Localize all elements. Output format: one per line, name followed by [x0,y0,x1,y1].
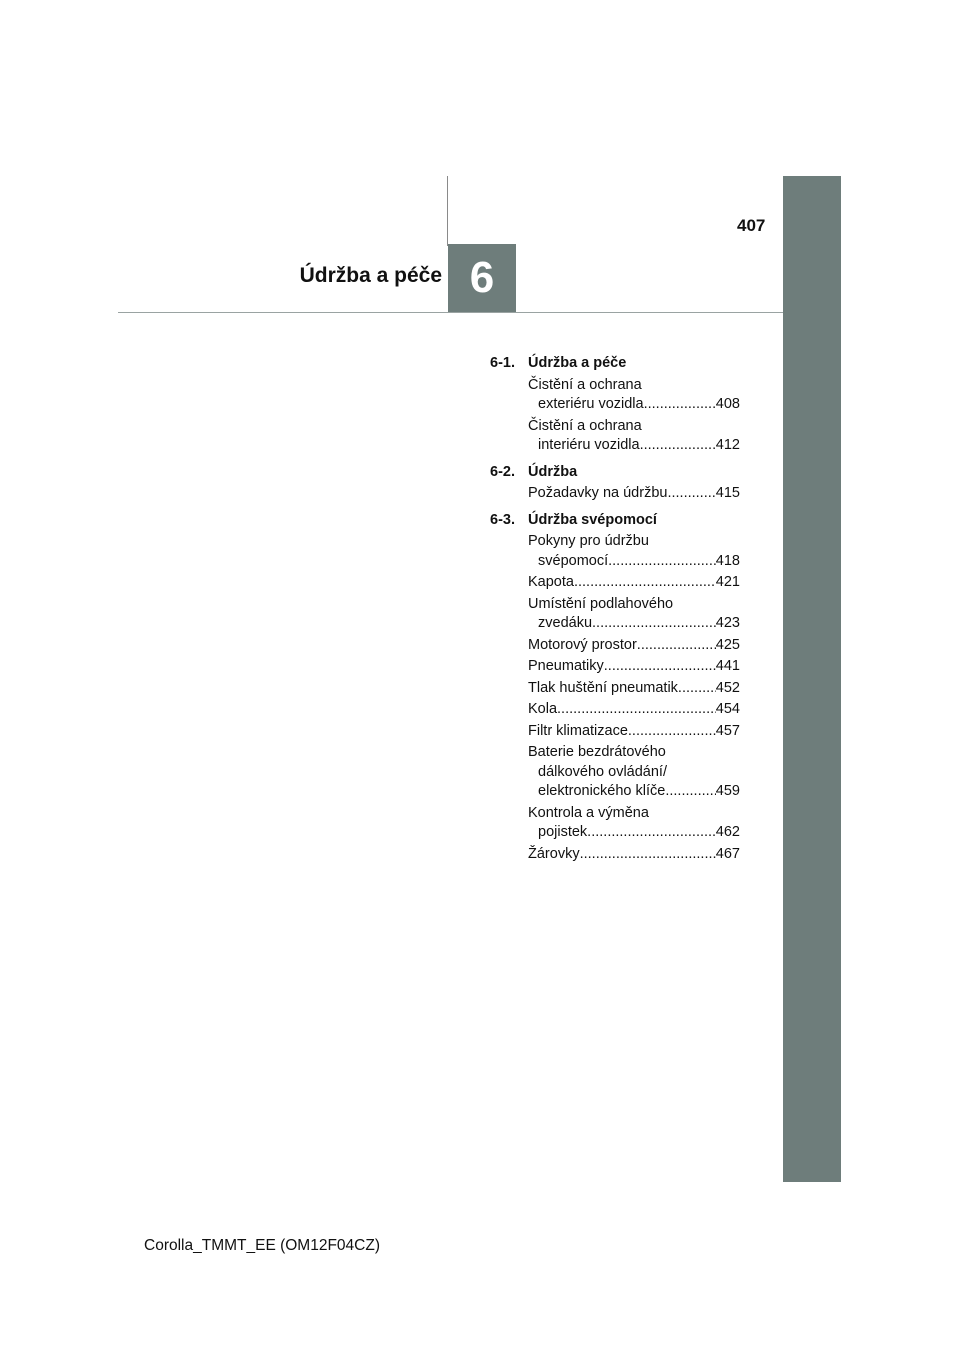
toc-entry-title: pojistek [538,824,588,840]
toc-entry[interactable] [528,743,740,802]
toc-entry-page: 418 [715,552,740,569]
toc-leader-dots [640,436,716,456]
toc-leader-dots [592,614,716,634]
toc-entry-title: Tlak huštění pneumatik [528,679,678,696]
toc-leader-dots [667,484,715,504]
toc-section-number: 6-3. [490,511,515,528]
toc-entry-title: dálkového ovládání/ [538,763,667,780]
table-of-contents [490,354,740,864]
toc-leader-dots [678,679,716,699]
toc-entry-page: 423 [715,615,740,631]
toc-section-heading [490,354,740,374]
toc-entry-page: 459 [715,783,740,799]
chapter-title: Údržba a péče [299,264,442,287]
toc-leader-dots [665,782,715,802]
toc-entry-page: 415 [715,485,740,501]
header-vertical-rule [447,176,448,246]
toc-entry-title: Kola [528,701,558,717]
toc-entry-page: 421 [715,574,740,590]
toc-entry-title: Čistění a ochrana [528,376,642,393]
page-number: 407 [737,216,766,235]
toc-section-heading [490,511,740,531]
toc-entry-page: 408 [715,396,740,412]
toc-entry-title: Kontrola a výměna [528,804,649,821]
toc-entry-title: Čistění a ochrana [528,417,642,434]
toc-entry-title: Umístění podlahového [528,595,674,612]
toc-entry-page: 452 [715,679,740,696]
toc-entry-title: Pokyny pro údržbu [528,533,649,549]
toc-leader-dots [608,552,716,572]
toc-entry-page: 441 [715,658,740,674]
toc-entry-title: Baterie bezdrátového [528,744,666,760]
toc-entry[interactable] [528,417,740,456]
toc-entry-title: exteriéru vozidla [538,396,644,412]
toc-entry-title: Pneumatiky [528,658,604,674]
toc-leader-dots [557,700,716,720]
toc-entry-title: Požadavky na údržbu [528,485,668,501]
toc-section-title: Údržba svépomocí [528,511,657,528]
toc-entry-title: svépomocí [538,552,609,569]
toc-leader-dots [580,845,716,865]
chapter-side-tab [783,176,841,1182]
toc-section-title: Údržba [528,463,578,480]
toc-entry-page: 457 [715,722,740,739]
toc-leader-dots [644,395,716,415]
toc-entry[interactable] [528,722,740,742]
toc-entry-title: zvedáku [538,615,593,631]
toc-entry[interactable] [528,636,740,656]
toc-leader-dots [637,636,716,656]
toc-section-title: Údržba a péče [528,355,627,371]
toc-entry-page: 425 [715,636,740,653]
toc-entry[interactable] [528,573,740,593]
toc-entry[interactable] [528,376,740,415]
toc-entry-title: Motorový prostor [528,636,637,653]
toc-section-heading [490,463,740,483]
toc-entry[interactable] [528,484,740,504]
toc-entry[interactable] [528,679,740,699]
toc-entry[interactable] [528,700,740,720]
toc-entry[interactable] [528,657,740,677]
toc-entry-page: 467 [715,845,740,862]
toc-entry[interactable] [528,532,740,571]
toc-entry[interactable] [528,845,740,865]
toc-leader-dots [604,657,716,677]
toc-leader-dots [587,823,716,843]
chapter-number-badge: 6 [448,244,516,312]
toc-entry[interactable] [528,804,740,843]
toc-entry-title: Kapota [528,574,574,590]
toc-entry-page: 412 [715,437,740,453]
toc-entry-page: 454 [715,701,740,717]
toc-entry[interactable] [528,595,740,634]
toc-entry-title: Filtr klimatizace [528,722,628,739]
toc-leader-dots [628,722,716,742]
toc-entry-page: 462 [715,824,740,840]
footer-document-id: Corolla_TMMT_EE (OM12F04CZ) [144,1237,380,1254]
toc-section-number: 6-1. [490,355,515,371]
toc-leader-dots [574,573,716,593]
toc-entry-title: interiéru vozidla [538,437,640,453]
toc-entry-title: Žárovky [528,845,580,862]
toc-entry-title: elektronického klíče [538,783,666,799]
header-horizontal-rule [118,312,783,313]
toc-section-number: 6-2. [490,463,515,480]
